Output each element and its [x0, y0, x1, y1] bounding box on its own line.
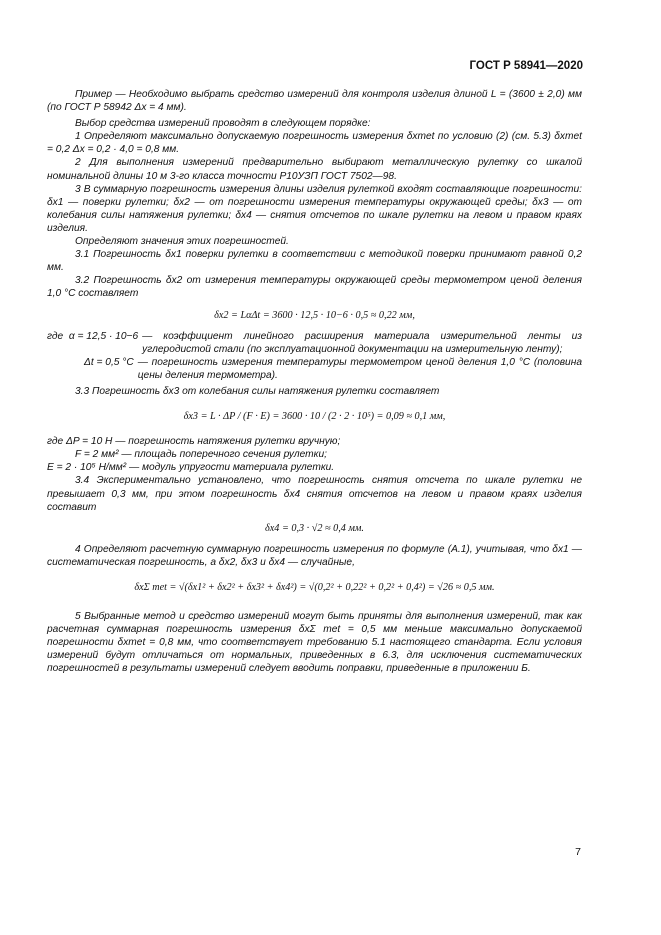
equation-total-error: δxΣ met = √(δx1² + δx2² + δx3² + δx4²) = √(0,2² + 0,22² + 0,2² + 0,4²) = √26 ≈ 0,5 мм. [134, 582, 495, 593]
definition-delta-t-key: Δt = 0,5 °С [84, 356, 134, 368]
example-paragraph: Пример — Необходимо выбрать средство измерений для контроля изделия длиной L = (3600 ± 2,0) мм (по ГОСТ Р 58942 Δx = 4 мм). [47, 89, 582, 114]
step-3-paragraph: 3 В суммарную погрешность измерения длины изделия рулеткой входят составляющие погрешности: δx1 — поверки рулетки; δx2 — от погрешности измерения температуры окружающей среды; δx3 — от колебания силы натяжения рулетки; δx4 — снятия отсчетов по шкале рулетки на левом и правом краях изделия. [47, 183, 582, 234]
step-3-1-paragraph: 3.1 Погрешность δx1 поверки рулетки в соответствии с методикой поверки принимают равной 0,2 мм. [47, 249, 582, 274]
definition-delta-p: где ΔP = 10 Н — погрешность натяжения рулетки вручную; [47, 436, 341, 448]
standard-header: ГОСТ Р 58941—2020 [469, 60, 583, 72]
page-number: 7 [575, 846, 581, 858]
intro-paragraph: Выбор средства измерений проводят в следующем порядке: [75, 118, 371, 130]
determine-paragraph: Определяют значения этих погрешностей. [75, 236, 289, 248]
definition-alpha-value: — коэффициент линейного расширения материала измерительной ленты из углеродистой стали (по эксплуатационной документации на измерительную ленту); [142, 330, 582, 355]
step-3-3-paragraph: 3.3 Погрешность δx3 от колебания силы натяжения рулетки составляет [75, 385, 440, 397]
step-3-4-paragraph: 3.4 Экспериментально установлено, что погрешность снятия отсчета по шкале рулетки не превышает 0,3 мм, при этом погрешность δx4 снятия отсчетов на левом и правом краях изделия составит [47, 475, 582, 513]
document-body [47, 88, 582, 676]
equation-dx3: δx3 = L · ΔP / (F · E) = 3600 · 10 / (2 · 2 · 10⁵) = 0,09 ≈ 0,1 мм, [183, 411, 446, 423]
definition-delta-t [47, 356, 582, 382]
equation-dx2: δx2 = LαΔt = 3600 · 12,5 · 10−6 · 0,5 ≈ 0,22 мм, [214, 309, 415, 321]
definition-f: F = 2 мм² — площадь поперечного сечения рулетки; [75, 449, 327, 461]
definition-alpha-key: где α = 12,5 · 10−6 [47, 330, 139, 342]
step-2-paragraph: 2 Для выполнения измерений предварительно выбирают металлическую рулетку со шкалой номинальной длины 10 м 3-го класса точности Р10УЗП ГОСТ 7502—98. [47, 157, 582, 182]
definition-e: E = 2 · 10⁵ Н/мм² — модуль упругости материала рулетки. [47, 462, 335, 474]
step-4-paragraph: 4 Определяют расчетную суммарную погрешность измерения по формуле (А.1), учитывая, что δx1 — систематическая погрешность, а δx2, δx3 и δx4 — случайные, [47, 543, 582, 568]
step-3-2-paragraph: 3.2 Погрешность δx2 от измерения температуры окружающей среды термометром ценой деления 1,0 °С составляет [47, 275, 582, 300]
step-5-paragraph: 5 Выбранные метод и средство измерений могут быть приняты для выполнения измерений, так как расчетная суммарная погрешность измерения δxΣ met = 0,5 мм меньше максимально допускаемой погрешности δxmet = 0,8 мм, что соответствует требованию 5.1 настоящего стандарта. Если условия измерений будут отличаться от нормальных, приведенных в 6.3, для исключения систематических погрешностей в результаты измерений следует вводить поправки, приведенные в приложении Б. [47, 611, 582, 675]
step-1-paragraph: 1 Определяют максимально допускаемую погрешность измерения δxmet по условию (2) (см. 5.3) δxmet = 0,2 Δx = 0,2 · 4,0 = 0,8 мм. [47, 131, 582, 156]
equation-dx4: δx4 = 0,3 · √2 ≈ 0,4 мм. [265, 522, 364, 534]
definition-delta-t-value: — погрешность измерения температуры термометром ценой деления 1,0 °С (половина цены деления термометра). [137, 356, 582, 381]
definition-alpha [47, 330, 582, 356]
